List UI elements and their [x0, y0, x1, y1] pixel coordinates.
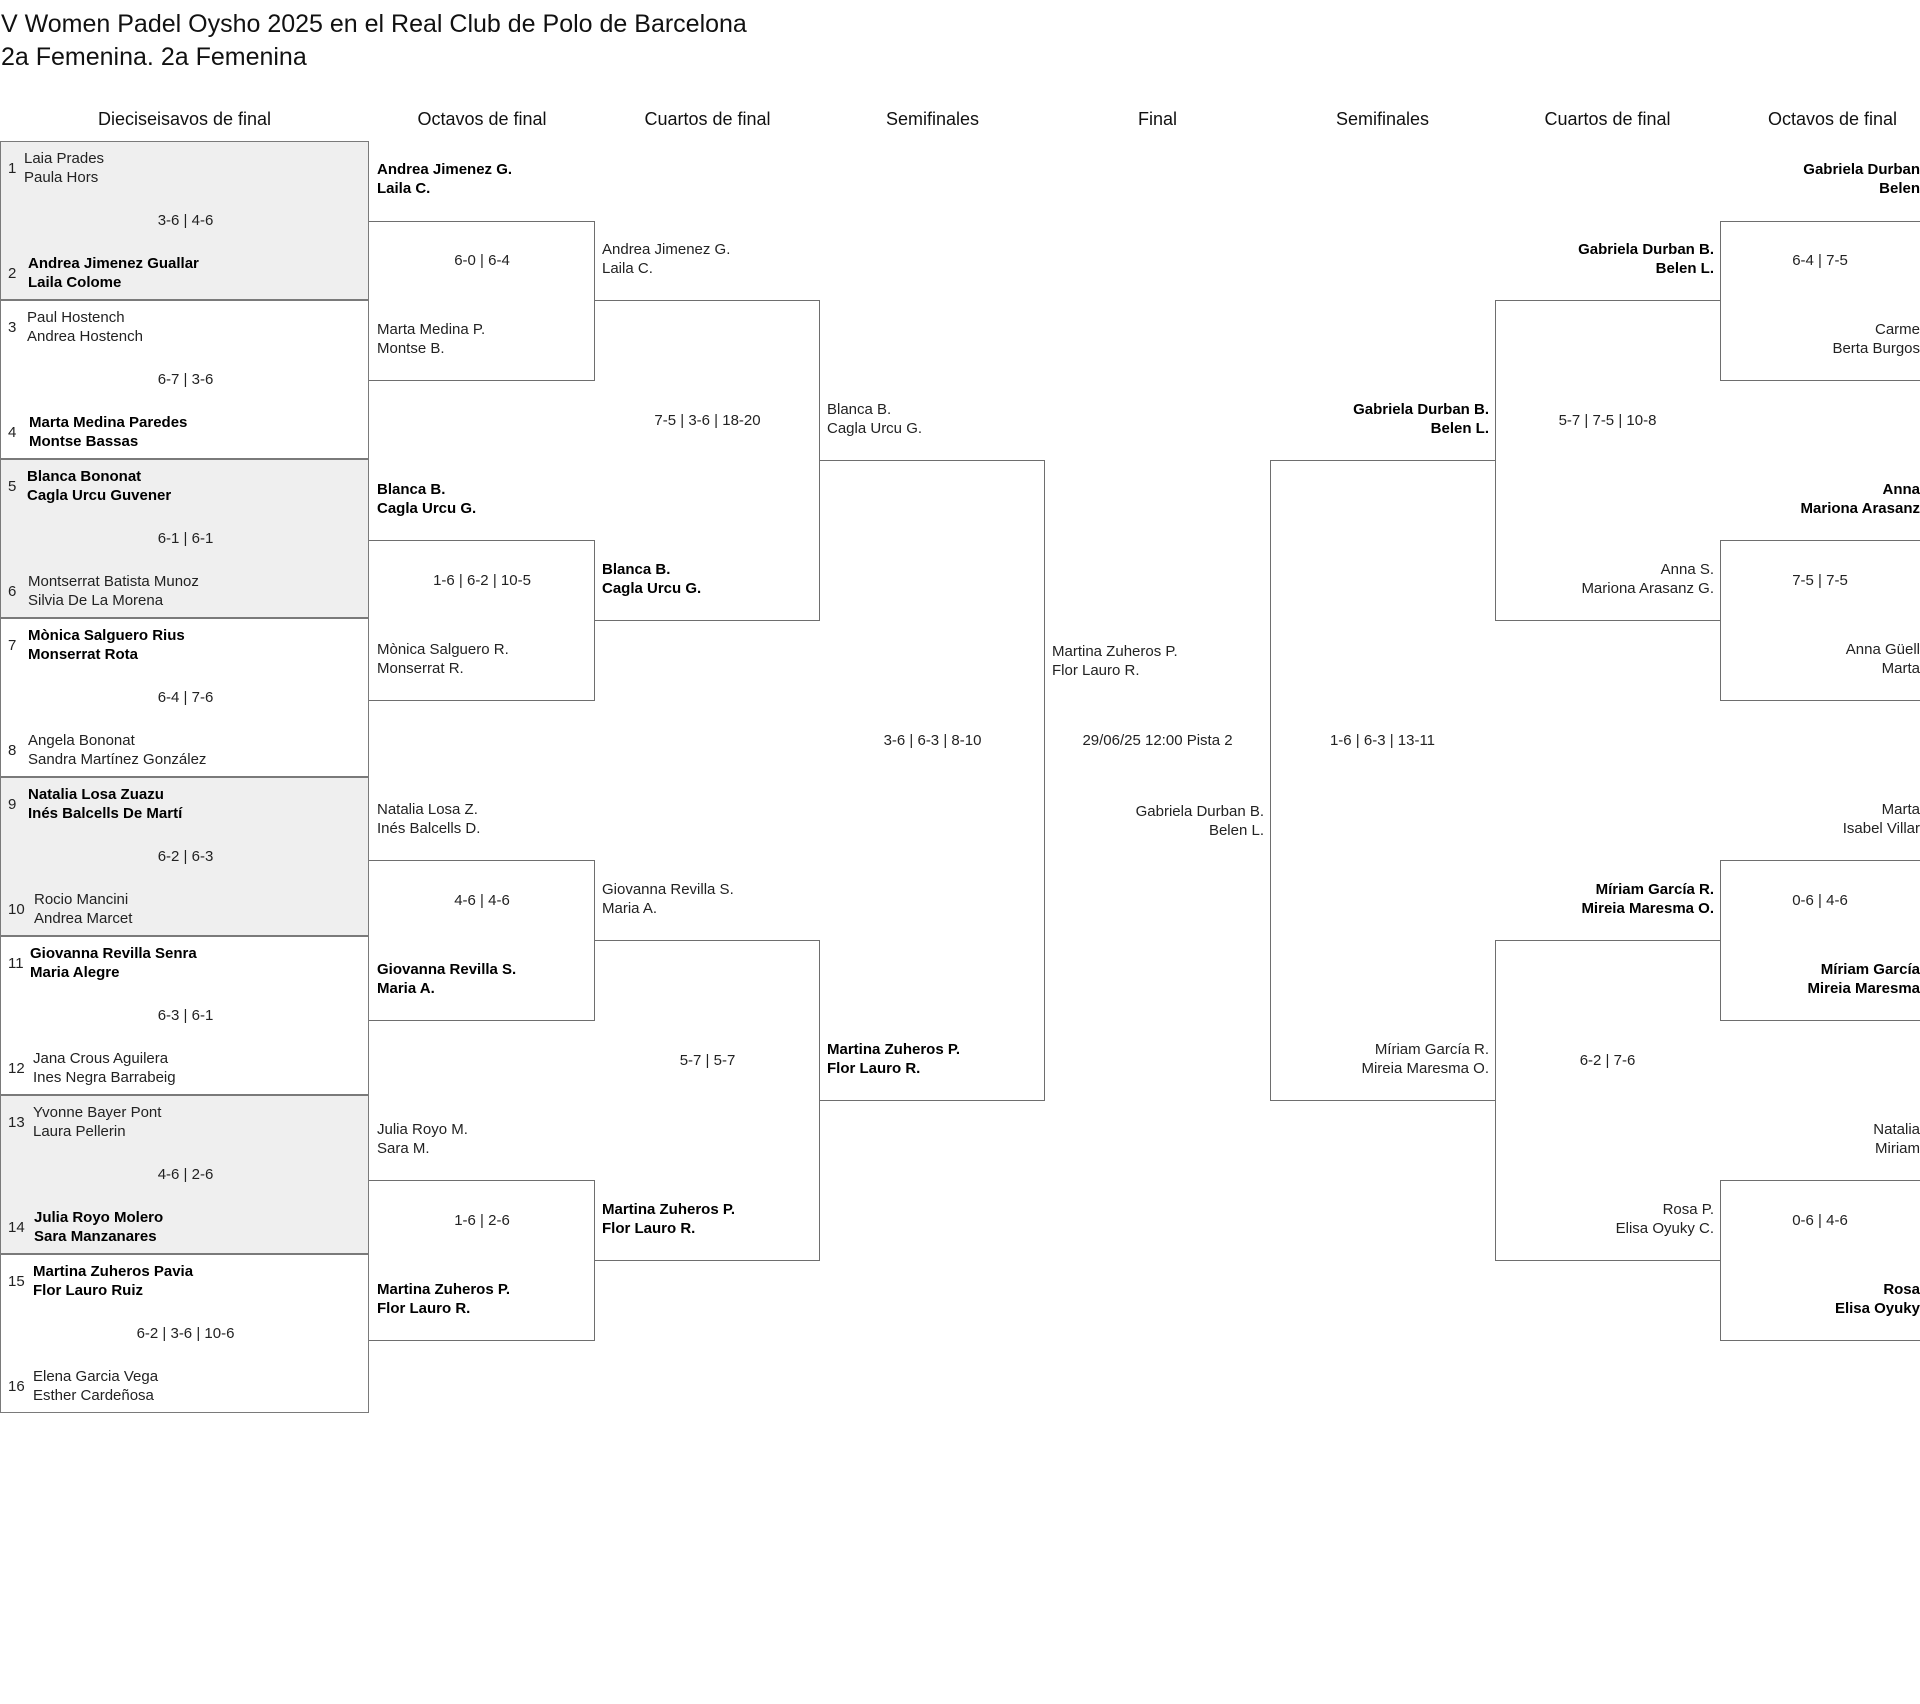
- r16-match-3-team-b[interactable]: Giovanna Revilla S. Maria A.: [377, 961, 517, 997]
- qf-match-2-team-a[interactable]: Giovanna Revilla S. Maria A.: [602, 881, 734, 917]
- team-a: Paul Hostench Andrea Hostench: [27, 309, 143, 345]
- sf-right-team-a[interactable]: Gabriela Durban B. Belen L.: [1353, 401, 1489, 437]
- final-team-b[interactable]: Gabriela Durban B. Belen L.: [1135, 803, 1264, 839]
- match-score: 6-7 | 3-6: [157, 371, 214, 388]
- r16-match-3-team-a[interactable]: Natalia Losa Z. Inés Balcells D.: [377, 801, 481, 837]
- seed-number: 13: [8, 1114, 25, 1131]
- seed-number: 12: [8, 1060, 25, 1077]
- sf-team-a[interactable]: Blanca B. Cagla Urcu G.: [827, 401, 923, 437]
- sf-team-b[interactable]: Martina Zuheros P. Flor Lauro R.: [827, 1041, 961, 1077]
- r32-match-6[interactable]: [0, 936, 369, 1095]
- seed-number: 7: [8, 637, 17, 654]
- round-header-final: Final: [1137, 109, 1177, 129]
- team-b-winner: Marta Medina Paredes Montse Bassas: [29, 414, 188, 450]
- qf-match-1-team-a[interactable]: Andrea Jimenez G. Laila C.: [602, 241, 731, 277]
- seed-number: 16: [8, 1378, 25, 1395]
- r16-right-match-1-team-b[interactable]: Carme Berta Burgos: [1832, 321, 1920, 357]
- seed-number: 3: [8, 319, 17, 336]
- r16-right-match-3-team-a[interactable]: Marta Isabel Villar: [1842, 801, 1920, 837]
- match-score: 6-1 | 6-1: [157, 530, 214, 547]
- round-header-qf: Cuartos de final: [644, 109, 771, 129]
- sf-right-score: 1-6 | 6-3 | 13-11: [1329, 732, 1436, 749]
- qf-match-2-team-b[interactable]: Martina Zuheros P. Flor Lauro R.: [602, 1201, 736, 1237]
- r16-right-match-2-score: 7-5 | 7-5: [1792, 572, 1848, 589]
- match-score: 4-6 | 2-6: [157, 1166, 214, 1183]
- qf-right-match-2-team-a[interactable]: Míriam García R. Mireia Maresma O.: [1581, 881, 1714, 917]
- r16-right-match-1-team-a[interactable]: Gabriela Durban Belen: [1803, 161, 1920, 197]
- seed-number: 15: [8, 1273, 25, 1290]
- round-header-qf-right: Cuartos de final: [1544, 109, 1671, 129]
- r16-match-3-score: 4-6 | 4-6: [454, 892, 510, 909]
- r32-match-5[interactable]: [0, 777, 369, 936]
- round-header-r16: Octavos de final: [417, 109, 547, 129]
- r16-right-match-4-team-a[interactable]: Natalia Miriam: [1873, 1121, 1920, 1157]
- team-a-winner: Martina Zuheros Pavia Flor Lauro Ruiz: [33, 1263, 194, 1299]
- round-header-sf: Semifinales: [885, 109, 980, 129]
- qf-right-match-2-score: 6-2 | 7-6: [1579, 1052, 1636, 1069]
- team-a: Laia Prades Paula Hors: [24, 150, 105, 186]
- seed-number: 8: [8, 742, 17, 759]
- r16-match-2-score: 1-6 | 6-2 | 10-5: [433, 572, 531, 589]
- r32-match-2[interactable]: [0, 300, 369, 459]
- sf-connector: [820, 460, 1045, 1101]
- round-header-r16-right: Octavos de final: [1767, 109, 1898, 129]
- r16-right-match-1-score: 6-4 | 7-5: [1792, 252, 1848, 269]
- seed-number: 14: [8, 1219, 25, 1236]
- r16-match-1-score: 6-0 | 6-4: [454, 252, 510, 269]
- r16-match-4-team-a[interactable]: Julia Royo M. Sara M.: [377, 1121, 468, 1157]
- round-header-sf-right: Semifinales: [1335, 109, 1430, 129]
- seed-number: 9: [8, 796, 17, 813]
- sf-score: 3-6 | 6-3 | 8-10: [883, 732, 982, 749]
- match-score: 6-2 | 6-3: [157, 848, 214, 865]
- r16-match-2-team-b[interactable]: Mònica Salguero R. Monserrat R.: [377, 641, 509, 677]
- team-b: Angela Bononat Sandra Martínez González: [28, 732, 207, 768]
- team-b: Jana Crous Aguilera Ines Negra Barrabeig: [33, 1050, 176, 1086]
- r32-match-7[interactable]: [0, 1095, 369, 1254]
- seed-number: 11: [8, 955, 24, 972]
- r16-right-match-3-team-b[interactable]: Míriam García Mireia Maresma: [1807, 961, 1920, 997]
- qf-match-2-score: 5-7 | 5-7: [679, 1052, 736, 1069]
- page-title: V Women Padel Oysho 2025 en el Real Club de Polo de Barcelona: [1, 10, 747, 38]
- final-schedule: 29/06/25 12:00 Pista 2: [1082, 732, 1233, 749]
- sf-right-connector: [1270, 460, 1495, 1101]
- team-a-winner: Giovanna Revilla Senra Maria Alegre: [30, 945, 197, 981]
- team-b: Montserrat Batista Munoz Silvia De La Morena: [28, 573, 199, 609]
- r16-right-match-2-team-a[interactable]: Anna Mariona Arasanz: [1800, 481, 1920, 517]
- team-a-winner: Mònica Salguero Rius Monserrat Rota: [28, 627, 185, 663]
- seed-number: 4: [8, 424, 17, 441]
- seed-number: 2: [8, 265, 17, 282]
- team-a: Yvonne Bayer Pont Laura Pellerin: [33, 1104, 162, 1140]
- r16-match-1-team-b[interactable]: Marta Medina P. Montse B.: [377, 321, 486, 357]
- team-a-winner: Blanca Bononat Cagla Urcu Guvener: [27, 468, 172, 504]
- seed-number: 10: [8, 901, 25, 918]
- team-a-winner: Natalia Losa Zuazu Inés Balcells De Martí: [28, 786, 183, 822]
- seed-number: 6: [8, 583, 17, 600]
- r16-right-match-3-score: 0-6 | 4-6: [1792, 892, 1848, 909]
- r16-match-4-score: 1-6 | 2-6: [454, 1212, 510, 1229]
- team-b-winner: Andrea Jimenez Guallar Laila Colome: [28, 255, 199, 291]
- r32-match-4[interactable]: [0, 618, 369, 777]
- qf-right-match-1-score: 5-7 | 7-5 | 10-8: [1558, 412, 1657, 429]
- r16-right-match-2-team-b[interactable]: Anna Güell Marta: [1845, 641, 1920, 677]
- r32-match-1[interactable]: [0, 141, 369, 300]
- page-subtitle: 2a Femenina. 2a Femenina: [1, 43, 307, 71]
- r32-match-3[interactable]: [0, 459, 369, 618]
- match-score: 6-4 | 7-6: [157, 689, 214, 706]
- match-score: 3-6 | 4-6: [157, 212, 214, 229]
- team-b: Elena Garcia Vega Esther Cardeñosa: [33, 1368, 159, 1404]
- qf-right-match-1-team-b[interactable]: Anna S. Mariona Arasanz G.: [1581, 561, 1714, 597]
- r16-right-match-4-team-b[interactable]: Rosa Elisa Oyuky: [1834, 1281, 1920, 1317]
- r16-match-4-team-b[interactable]: Martina Zuheros P. Flor Lauro R.: [377, 1281, 511, 1317]
- r32-match-8[interactable]: [0, 1254, 369, 1413]
- team-b-winner: Julia Royo Molero Sara Manzanares: [34, 1209, 164, 1245]
- final-team-a[interactable]: Martina Zuheros P. Flor Lauro R.: [1052, 643, 1178, 679]
- r16-match-1-team-a[interactable]: Andrea Jimenez G. Laila C.: [377, 161, 513, 197]
- qf-match-1-score: 7-5 | 3-6 | 18-20: [654, 412, 761, 429]
- match-score: 6-2 | 3-6 | 10-6: [136, 1325, 235, 1342]
- qf-right-match-1-team-a[interactable]: Gabriela Durban B. Belen L.: [1578, 241, 1714, 277]
- qf-match-1-team-b[interactable]: Blanca B. Cagla Urcu G.: [602, 561, 702, 597]
- seed-number: 1: [8, 160, 17, 177]
- round-header-r32: Dieciseisavos de final: [97, 109, 272, 129]
- r16-right-match-4-score: 0-6 | 4-6: [1792, 1212, 1848, 1229]
- team-b: Rocio Mancini Andrea Marcet: [34, 891, 133, 927]
- r16-match-2-team-a[interactable]: Blanca B. Cagla Urcu G.: [377, 481, 477, 517]
- qf-right-match-2-team-b[interactable]: Rosa P. Elisa Oyuky C.: [1615, 1201, 1714, 1237]
- seed-number: 5: [8, 478, 17, 495]
- sf-right-team-b[interactable]: Míriam García R. Mireia Maresma O.: [1361, 1041, 1489, 1077]
- match-score: 6-3 | 6-1: [157, 1007, 214, 1024]
